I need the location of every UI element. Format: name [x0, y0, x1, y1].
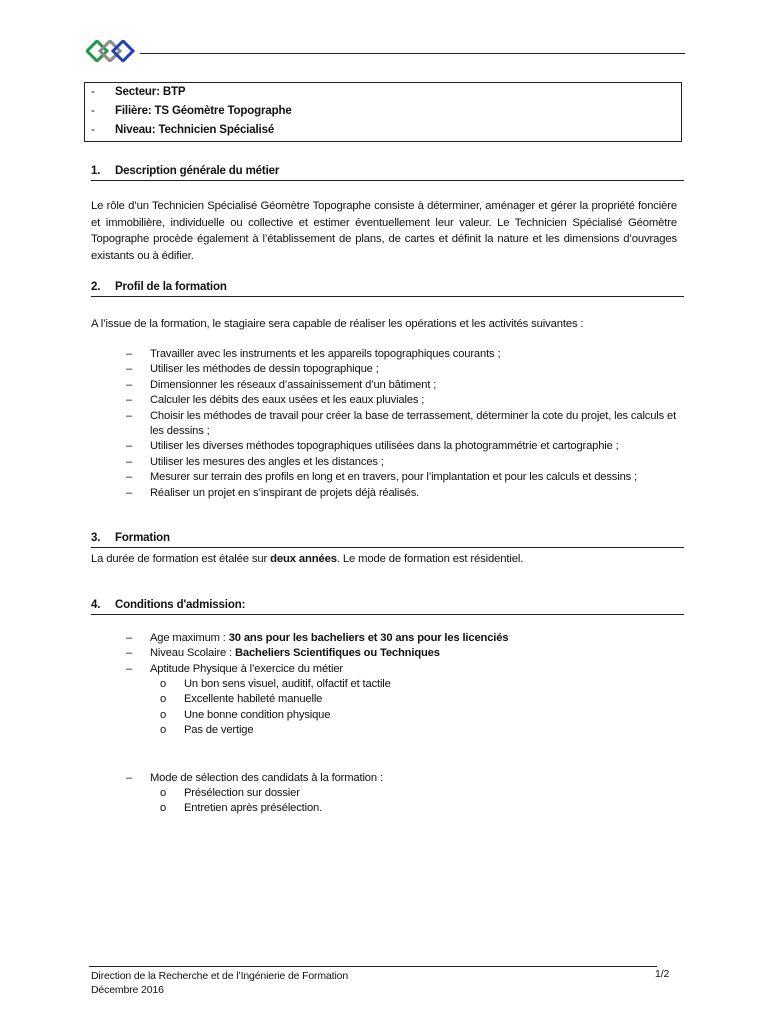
- list-item-age: – Age maximum : 30 ans pour les bacheliers et 30 ans pour les licenciés: [126, 631, 681, 646]
- list-item: – Utiliser les diverses méthodes topographiques utilisées dans la photogrammétrie et cartographie ;: [126, 439, 681, 454]
- header-rule: [140, 53, 685, 54]
- admission-list: [126, 631, 681, 677]
- list-item-selection: – Mode de sélection des candidats à la formation :: [126, 771, 681, 786]
- list-item-level: – Niveau Scolaire : Bacheliers Scientifiques ou Techniques: [126, 646, 681, 661]
- aptitude-sublist: [158, 677, 391, 739]
- section-3-body: La durée de formation est étalée sur deux années. Le mode de formation est résidentiel.: [91, 553, 524, 565]
- list-item: – Utiliser les mesures des angles et les distances ;: [126, 455, 681, 470]
- sub-list-item: o Excellente habileté manuelle: [158, 692, 391, 707]
- info-row-filiere: - Filière: TS Géomètre Topographe: [91, 105, 292, 117]
- section-2-intro: A l’issue de la formation, le stagiaire sera capable de réaliser les opérations et les activités suivantes :: [91, 318, 584, 330]
- list-item: – Choisir les méthodes de travail pour créer la base de terrassement, déterminer la cote du projet, les calculs et les dessins ;: [126, 409, 681, 440]
- footer-department: Direction de la Recherche et de l’Ingénierie de Formation: [91, 970, 349, 982]
- logo-icon: [86, 40, 138, 62]
- footer-rule: [89, 966, 657, 967]
- section-4-heading: 4. Conditions d'admission:: [91, 599, 684, 615]
- list-item: – Réaliser un projet en s’inspirant de projets déjà réalisés.: [126, 486, 681, 501]
- list-item: – Travailler avec les instruments et les appareils topographiques courants ;: [126, 347, 681, 362]
- section-1-heading: 1. Description générale du métier: [91, 165, 684, 181]
- sub-list-item: o Une bonne condition physique: [158, 708, 391, 723]
- list-item: – Utiliser les méthodes de dessin topographique ;: [126, 362, 681, 377]
- info-row-secteur: - Secteur: BTP: [91, 86, 186, 98]
- section-3-heading: 3. Formation: [91, 532, 684, 548]
- info-box: [84, 82, 682, 142]
- footer-date: Décembre 2016: [91, 984, 164, 996]
- page-number: 1/2: [655, 968, 670, 980]
- sub-list-item: o Présélection sur dossier: [158, 786, 322, 801]
- list-item: – Calculer les débits des eaux usées et les eaux pluviales ;: [126, 393, 681, 408]
- sub-list-item: o Un bon sens visuel, auditif, olfactif et tactile: [158, 677, 391, 692]
- section-2-heading: 2. Profil de la formation: [91, 281, 684, 297]
- sub-list-item: o Entretien après présélection.: [158, 801, 322, 816]
- sub-list-item: o Pas de vertige: [158, 723, 391, 738]
- list-item: – Dimensionner les réseaux d’assainissement d’un bâtiment ;: [126, 378, 681, 393]
- section-1-body: Le rôle d’un Technicien Spécialisé Géomètre Topographe consiste à déterminer, aménager et gérer la propriété foncière et immobilière, individuelle ou collective et estimer éventuellement leur valeur. Le Technicien Spécialisé Géomètre Topographe procède également à l’établissement de plans, de cartes et définit la nature et les dimensions d’ouvrages existants ou à édifier.: [91, 200, 677, 262]
- info-row-niveau: - Niveau: Technicien Spécialisé: [91, 124, 275, 136]
- selection-sublist: [158, 786, 322, 817]
- footer-text: [91, 969, 348, 997]
- list-item-aptitude: – Aptitude Physique à l’exercice du métier: [126, 662, 681, 677]
- list-item: – Mesurer sur terrain des profils en long et en travers, pour l’implantation et pour les calculs et dessins ;: [126, 470, 681, 485]
- profile-list: [126, 347, 681, 501]
- selection-list: [126, 771, 681, 786]
